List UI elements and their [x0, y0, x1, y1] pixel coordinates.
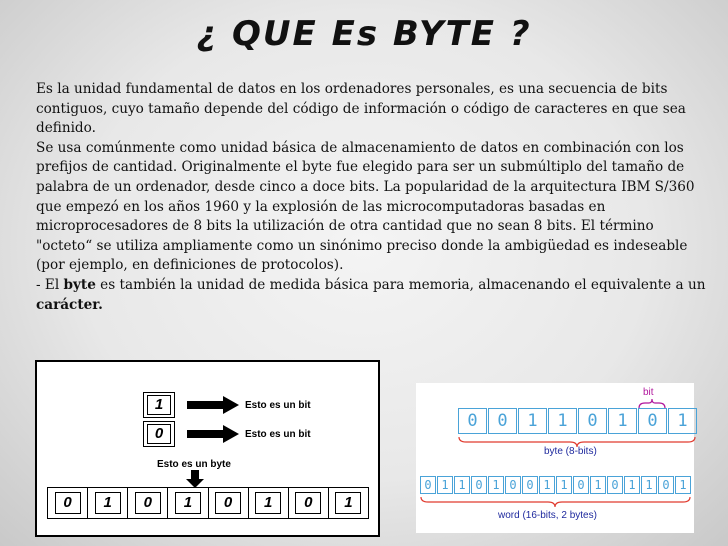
bit-label: bit	[643, 387, 654, 398]
bit-zero-box	[143, 421, 175, 447]
word-bit-cell: 0	[420, 476, 436, 494]
byte-cell: 1	[329, 488, 368, 518]
word-cells	[420, 476, 692, 494]
word-bit-cell: 0	[573, 476, 589, 494]
p3-middle: es también la unidad de medida básica para memoria, almacenando el equivalente a un	[95, 276, 706, 293]
arrow-down-icon	[186, 470, 204, 488]
byte-bit-cell: 1	[518, 408, 547, 434]
byte-label: Esto es un byte	[157, 459, 231, 470]
byte-bit-cell: 1	[608, 408, 637, 434]
word-bit-cell: 1	[641, 476, 657, 494]
byte-bit-cell: 0	[578, 408, 607, 434]
p3-byte-bold: byte	[63, 276, 96, 293]
byte-cell: 1	[249, 488, 289, 518]
bit-zero-label: Esto es un bit	[245, 429, 311, 440]
p3-prefix: - El	[36, 276, 64, 293]
word-bit-cell: 0	[505, 476, 521, 494]
word-bit-cell: 1	[454, 476, 470, 494]
word-bit-cell: 0	[471, 476, 487, 494]
byte-bit-cell: 0	[458, 408, 487, 434]
byte-cell: 0	[289, 488, 329, 518]
byte-bit-cell: 0	[638, 408, 667, 434]
word-size-label: word (16-bits, 2 bytes)	[498, 510, 597, 521]
byte-bit-cell: 0	[488, 408, 517, 434]
word-bit-cell: 1	[590, 476, 606, 494]
paragraph-usage: Se usa comúnmente como unidad básica de almacenamiento de datos en combinación con los prefijos de cantidad. Originalmente el byte fue elegido para ser un submúltiplo del tamaño de palabra de un ordenador, desde cinco a doce bits. La popularidad de la arquitectura IBM S/360 que empezó en los años 1960 y la explosión de las microcomputadoras basadas en microprocesadores de 8 bits la utilización de otra cantidad que no sean 8 bits. El término "octeto“ se utiliza ampliamente como un sinónimo preciso donde la ambigüedad es indeseable (por ejemplo, en definiciones de protocolos).	[36, 139, 695, 274]
arrow-right-icon	[187, 425, 241, 443]
byte-size-label: byte (8-bits)	[544, 446, 597, 457]
bit-zero-value: 0	[147, 424, 171, 444]
arrow-right-icon	[187, 396, 241, 414]
paragraph-memory	[36, 276, 706, 315]
word-bit-cell: 1	[488, 476, 504, 494]
byte-cell: 0	[209, 488, 249, 518]
byte-cell: 1	[168, 488, 208, 518]
bit-one-box	[143, 392, 175, 418]
byte-cells	[458, 408, 698, 434]
word-bit-cell: 0	[658, 476, 674, 494]
word-bit-cell: 0	[607, 476, 623, 494]
slide-title: ¿ QUE Es BYTE ?	[196, 14, 532, 54]
word-bit-cell: 1	[556, 476, 572, 494]
byte-bit-cell: 1	[668, 408, 697, 434]
word-bit-cell: 0	[522, 476, 538, 494]
word-bit-cell: 1	[539, 476, 555, 494]
figure-byte-word-diagram	[416, 383, 694, 533]
p3-caracter-bold: carácter.	[36, 296, 103, 313]
bit-one-label: Esto es un bit	[245, 400, 311, 411]
byte-row	[47, 487, 369, 519]
byte-cell: 0	[128, 488, 168, 518]
paragraph-definition: Es la unidad fundamental de datos en los ordenadores personales, es una secuencia de bits contiguos, cuyo tamaño depende del código de información o código de caracteres en que sea definido.	[36, 81, 686, 137]
word-brace-icon	[420, 496, 695, 508]
word-bit-cell: 1	[675, 476, 691, 494]
word-bit-cell: 1	[437, 476, 453, 494]
word-bit-cell: 1	[624, 476, 640, 494]
bit-one-value: 1	[147, 395, 171, 415]
figure-bit-byte-diagram	[35, 360, 380, 537]
byte-bit-cell: 1	[548, 408, 577, 434]
byte-cell: 1	[88, 488, 128, 518]
slide-body	[36, 80, 706, 315]
byte-cell: 0	[48, 488, 88, 518]
